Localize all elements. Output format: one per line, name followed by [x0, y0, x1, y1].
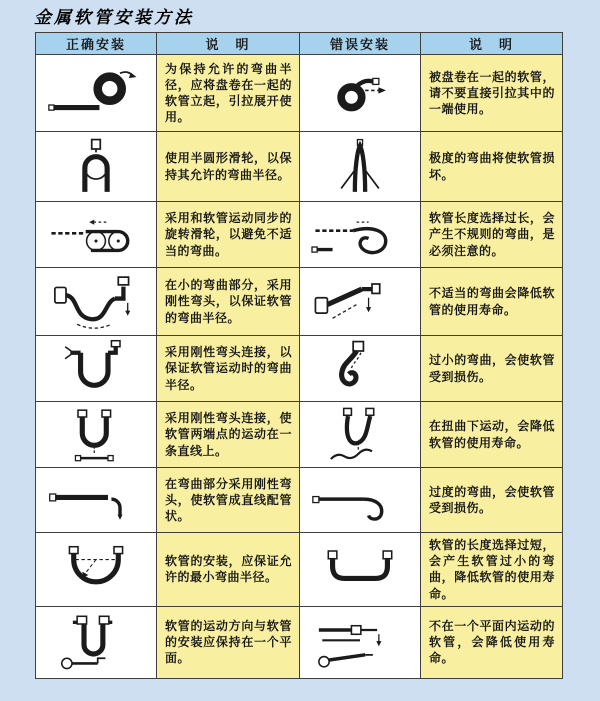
correct-illustration-cell — [36, 132, 157, 202]
straight-run-elbow-icon — [40, 470, 152, 530]
correct-note-text: 为保持允许的弯曲半径，应将盘卷在一起的软管立起，引拉展开使用。 — [165, 61, 292, 125]
table-row — [36, 402, 563, 468]
correct-note-text: 采用刚性弯头连接，使软管两端点的运动在一条直线上。 — [165, 411, 292, 458]
header-wrong-note: 说 明 — [421, 33, 563, 55]
correct-note-text: 在小的弯曲部分，采用刚性弯头，以保证软管的弯曲半径。 — [165, 278, 292, 325]
correct-note-text: 软管的运动方向与软管的安装应保持在一个平面。 — [165, 618, 292, 666]
wrong-illustration-cell — [300, 268, 421, 336]
table-row — [36, 336, 563, 402]
correct-note-cell — [157, 132, 300, 202]
wrong-note-cell — [421, 402, 563, 468]
table-body — [36, 55, 563, 679]
overbent-end-icon — [304, 470, 416, 530]
out-of-plane-motion-icon — [304, 612, 416, 672]
header-correct-install: 正确安装 — [36, 33, 157, 55]
correct-note-text: 采用刚性弯头连接，以保证软管运动时的弯曲半径。 — [165, 345, 292, 392]
improper-angle-bend-icon — [304, 272, 416, 332]
wrong-note-cell — [421, 268, 563, 336]
wrong-note-cell — [421, 55, 563, 132]
correct-note-cell — [157, 402, 300, 468]
correct-illustration-cell — [36, 55, 157, 132]
wrong-note-text: 软管的长度选择过短，会产生软管过小的弯曲，降低软管的使用寿命。 — [429, 538, 555, 601]
wrong-note-text: 在扭曲下运动，会降低软管的使用寿命。 — [429, 419, 555, 450]
table-row — [36, 606, 563, 678]
semicircular-pulley-icon — [40, 137, 152, 197]
wrong-note-text: 软管长度选择过长，会产生不规则的弯曲，是必须注意的。 — [429, 211, 555, 258]
wrong-note-text: 极度的弯曲将使软管损坏。 — [429, 151, 555, 182]
single-plane-trap-icon — [40, 612, 152, 672]
table-header-row — [36, 33, 563, 55]
correct-illustration-cell — [36, 606, 157, 678]
correct-illustration-cell — [36, 336, 157, 402]
header-correct-note: 说 明 — [157, 33, 300, 55]
sharp-hairpin-bend-icon — [304, 137, 416, 197]
coil-pulled-end-icon — [304, 63, 416, 123]
rotating-pulleys-icon — [40, 205, 152, 265]
table-row — [36, 132, 563, 202]
wrong-note-text: 过小的弯曲，会使软管受到损伤。 — [429, 353, 555, 384]
correct-note-cell — [157, 533, 300, 607]
correct-note-cell — [157, 55, 300, 132]
correct-illustration-cell — [36, 468, 157, 533]
correct-note-text: 采用和软管运动同步的旋转滑轮，以避免不适当的弯曲。 — [165, 211, 292, 258]
correct-illustration-cell — [36, 533, 157, 607]
twisted-u-icon — [304, 405, 416, 465]
rigid-elbow-u-bend-icon — [40, 339, 152, 399]
table-row — [36, 268, 563, 336]
installation-table — [35, 32, 563, 679]
wrong-note-cell — [421, 606, 563, 678]
wrong-illustration-cell — [300, 468, 421, 533]
table-row — [36, 533, 563, 607]
wrong-illustration-cell — [300, 606, 421, 678]
correct-note-cell — [157, 202, 300, 268]
short-hose-flat-u-icon — [304, 539, 416, 599]
standing-coil-unroll-icon — [40, 63, 152, 123]
correct-illustration-cell — [36, 268, 157, 336]
correct-note-cell — [157, 268, 300, 336]
wrong-note-text: 被盘卷在一起的软管，请不要直接引拉其中的一端使用。 — [429, 69, 555, 117]
wrong-note-cell — [421, 202, 563, 268]
irregular-loop-icon — [304, 205, 416, 265]
wrong-illustration-cell — [300, 402, 421, 468]
wrong-note-cell — [421, 132, 563, 202]
correct-note-cell — [157, 468, 300, 533]
table-row — [36, 55, 563, 132]
min-bend-radius-u-icon — [40, 539, 152, 599]
wrong-note-cell — [421, 533, 563, 607]
table-row — [36, 468, 563, 533]
wrong-illustration-cell — [300, 336, 421, 402]
wrong-note-cell — [421, 468, 563, 533]
tight-hook-bend-icon — [304, 339, 416, 399]
header-wrong-install: 错误安装 — [300, 33, 421, 55]
wrong-illustration-cell — [300, 132, 421, 202]
inline-motion-u-icon — [40, 405, 152, 465]
wrong-illustration-cell — [300, 55, 421, 132]
correct-note-text: 使用半圆形滑轮，以保持其允许的弯曲半径。 — [165, 151, 292, 182]
wrong-illustration-cell — [300, 202, 421, 268]
correct-illustration-cell — [36, 202, 157, 268]
correct-note-cell — [157, 606, 300, 678]
wrong-note-text: 不适当的弯曲会降低软管的使用寿命。 — [429, 286, 555, 317]
wrong-note-text: 过度的弯曲，会使软管受到损伤。 — [429, 484, 555, 515]
wrong-note-cell — [421, 336, 563, 402]
correct-illustration-cell — [36, 402, 157, 468]
table-row — [36, 202, 563, 268]
correct-note-text: 在弯曲部分采用刚性弯头，使软管成直线配管状。 — [165, 476, 292, 524]
page-title: 金属软管安装方法 — [34, 8, 194, 27]
correct-note-text: 软管的安装，应保证允许的最小弯曲半径。 — [165, 554, 292, 585]
wrong-illustration-cell — [300, 533, 421, 607]
wrong-note-text: 不在一个平面内运动的软管，会降低使用寿命。 — [429, 618, 555, 666]
rigid-elbow-small-bend-icon — [40, 272, 152, 332]
correct-note-cell — [157, 336, 300, 402]
